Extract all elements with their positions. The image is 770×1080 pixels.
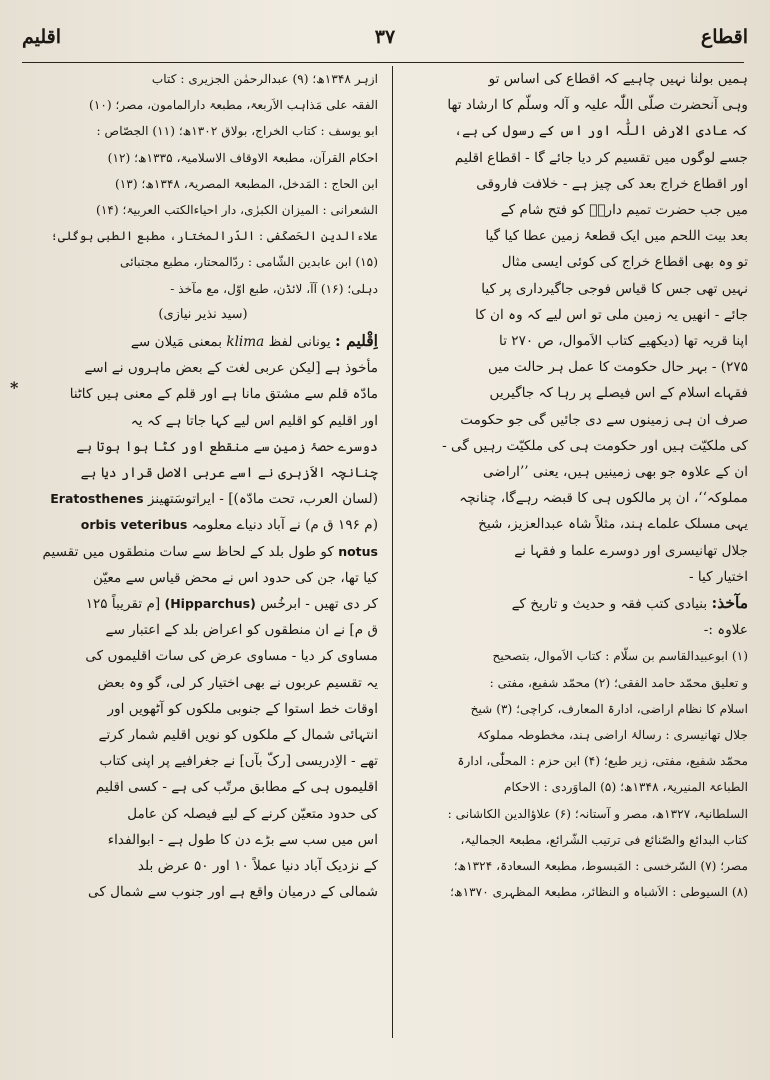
reference-line: جلال تھانیسری : رسالۂ اراضی ہند، مخطوطہ مملوکۂ (476, 728, 748, 743)
text-line: نہیں تھی جس کا قیاس فوجی جاگیرداری پر کیا (481, 280, 748, 297)
text-line (28, 539, 378, 565)
text-line: اقلیموں ہی کے مطابق مرتّب کی ہے - کسی اقلیم (95, 779, 378, 796)
text-line: اس میں سب سے بڑے دن کا طول ہے - ابوالفداء (107, 831, 378, 848)
reference-line: اسلام کا نظام اراضی، ادارۃ المعارف، کراچی؛ (۳) شیخ (470, 701, 748, 716)
text-line: تو وہ بھی اقطاع خراج کی کوئی ایسی مثال (501, 254, 748, 271)
text-line: یہ تقسیم عربوں نے بھی اختیار کر لی، گو وہ بعض (97, 674, 378, 691)
latin-term: klima (226, 334, 265, 351)
entry-intro-2: بمعنی مَیلان سے (130, 334, 223, 351)
text-line: بعد بیت اللحم میں ایک قطعۂ زمین عطا کیا گیا (485, 228, 748, 245)
text-segment: کو طول بلد کے لحاظ سے سات منطقوں میں تقسیم (42, 543, 334, 560)
reference-line: ابن الحاج : المَدخل، المطبعۃ المصریۃ، ۱۳۴۸ھ؛ (۱۳) (114, 176, 378, 191)
text-line: دوسرے حصۂ زمین سے منقطع اور کٹا ہوا ہوتا ہے (76, 438, 378, 455)
text-line: کے نزدیک آباد دنیا عملاً ۱۰ اور ۵۰ عرض بلد (137, 858, 378, 875)
entry-word: اِقْلیم : (335, 331, 378, 351)
entry-intro: یونانی لفظ (268, 334, 331, 351)
text-line: مأخوذ ہے [لیکن عربی لغت کے بعض ماہروں نے اسے (84, 360, 378, 377)
reference-line: (۱۵) ابن عابدین الشّامی : ردّالمحتار، مطبع مجتبائی (120, 255, 378, 270)
reference-line: و تعلیق محمّد حامد الفقی؛ (۲) محمّد شفیع، مفتی : (489, 675, 748, 690)
text-line: ان کے علاوہ جو بھی زمینیں ہیں، یعنی ’’اراضی (482, 464, 748, 481)
text-line: جسے لوگوں میں تقسیم کر دیا جائے گا - اقطاع اقلیم (454, 149, 748, 166)
running-head-right: اقطاع (700, 26, 748, 48)
text-line: کیا تھا، جن کی حدود اس نے محض قیاس سے معیّن (92, 569, 378, 586)
text-line: اور اقطاع خراج بعد کی چیز ہے - خلافت فاروقی (476, 175, 748, 192)
text-segment: (م ۱۹۶ ق م) نے آباد دنیاے معلومہ (191, 517, 378, 534)
text-line: شمالی کے درمیان واقع ہے اور جنوب سے شمال کی (88, 884, 378, 901)
text-line: مملوکہ‘‘، ان پر مالکوں ہی کا قبضہ رہےگا، چنانچہ (459, 490, 748, 507)
sources-heading (393, 590, 748, 617)
page-number: ۳۷ (374, 26, 396, 48)
text-line (28, 512, 378, 538)
text-line: جائے - انھیں یہ زمین ملی تو اس لیے کہ وہ ان کا (475, 306, 748, 323)
text-line: صرف ان ہی زمینوں سے دی جائیں گی جو حکومت (460, 411, 748, 428)
reference-line: ابو یوسف : کتاب الخراج، بولاق ۱۳۰۲ھ؛ (۱۱) الجصّاص : (96, 124, 378, 139)
reference-line: الطباعۃ المنیریۃ، ۱۳۴۸ھ؛ (۵) الماوَردی : الاحکام (503, 780, 748, 795)
reference-line: (۱) ابوعبیدالقاسم بن سلّام : کتاب الاَموال، بتصحیح (492, 649, 748, 664)
references-continued (28, 66, 378, 302)
entry-heading (28, 328, 378, 355)
reference-line: دہلی؛ (۱۶) آآ، لائڈن، طبع اوّل، مع مآخذ - (170, 281, 378, 296)
text-line: کی حدود متعیّن کرنے کے لیے فیصلہ کن عامل (127, 805, 378, 822)
author-signature: (سید نذیر نیازی) (158, 306, 248, 322)
header-rule (22, 62, 744, 63)
reference-line: کتاب البدائع والصّنائع فی ترتیب الشّرائع، مطبعۃ الجمالیۃ، (460, 832, 748, 847)
text-line: کہ عادی الارض اللّٰہ اور اس کے رسول کی ہے، (454, 123, 748, 140)
text-line: میں جب حضرت تمیم داریؓ کو فتح شام کے (500, 202, 748, 219)
latin-term: (Hipparchus) (164, 596, 256, 612)
reference-line: احکام القرآن، مطبعۃ الاوقاف الاسلامیۃ، ۱۳۳۵ھ؛ (۱۲) (107, 150, 378, 165)
text-line: علاوہ :- (703, 622, 748, 639)
text-line: مساوی کر دیا - مساوی عرض کی سات اقلیموں کی (85, 648, 378, 665)
reference-line: مصر؛ (۷) السّرخسی : المَبسوط، مطبعۃ السعادۃ، ۱۳۲۴ھ؛ (453, 859, 748, 874)
margin-asterisk: * (10, 378, 19, 397)
reference-line: الشعرانی : المیزان الکبرٰی، دار احیاءالکتب العربیۃ؛ (۱۴) (96, 203, 378, 218)
text-line: اوقات خط استوا کے جنوبی ملکوں کو آٹھویں اور (107, 700, 378, 717)
text-segment: کر دی تھیں - ابرخُس (260, 596, 378, 613)
latin-term: Eratosthenes (50, 491, 144, 507)
sources-label: مآخذ: (711, 593, 748, 613)
reference-line: ازہر ۱۳۴۸ھ؛ (۹) عبدالرحمٰن الجزیری : کتاب (151, 72, 378, 86)
text-line: ہمیں بولنا نہیں چاہیے کہ اقطاع کی اساس تو (488, 71, 748, 87)
reference-line: الفقہ علی مَذاہب الاَربعۃ، مطبعۃ دارالمامون، مصر؛ (۱۰) (89, 98, 378, 113)
text-line: اختیار کیا - (688, 568, 748, 585)
references-list (393, 643, 748, 905)
text-line: کی ملکیّت ہیں اور حکومت ہی کی ملکیّت رہیں گی - (442, 437, 748, 454)
text-line: تھے - الاِدریسی [رکّ بآں] نے جغرافیے پر اپنی کتاب (99, 753, 378, 770)
text-line (28, 591, 378, 617)
text-line: انتہائی شمال کے ملکوں کو نویں اقلیم شمار کرتے (98, 727, 378, 744)
text-segment: (لسان العرب، تحت مادّہ)] - ایراتوسَتھینز (147, 491, 378, 508)
text-line: وہی آنحضرت صلّی اللّٰہ علیہ و آلہ وسلّم کا ارشاد تھا (447, 97, 748, 114)
text-line: مادّہ قلم سے مشتق مانا ہے اور قلم کے معنی ہیں کاٹنا (69, 386, 378, 403)
text-line: جلال تھانیسری اور دوسرے علما و فقہا نے (514, 542, 748, 559)
latin-term: orbis veteribus (80, 517, 188, 533)
text-line: یہی مسلک علماے ہند، مثلاً شاہ عبدالعزیز، شیخ (478, 516, 748, 533)
latin-term: notus (338, 543, 378, 559)
text-line: ۲۷۵) - بہر حال حکومت کا عمل ہر حالت میں (487, 359, 748, 376)
text-segment: [م تقریباً ۱۲۵ (85, 596, 161, 613)
reference-line: السلطانیۃ، ۱۳۲۷ھ، مصر و آستانہ؛ (۶) علاؤالدین الکاشانی : (447, 806, 748, 821)
running-head-left: اقلیم (22, 26, 62, 48)
text-line: اپنا قریہ تھا (دیکھیے کتاب الاَموال، ص ۲۷۰ تا (499, 333, 748, 350)
reference-line: محمّد شفیع، مفتی، زیر طبع؛ (۴) ابن حزم : المحلّٰی، ادارۃ (457, 754, 748, 769)
text-line: اور اقلیم کو اقلیم اس لیے کہا جاتا ہے کہ یہ (130, 412, 378, 429)
text-line: فقہاے اسلام کے اس فیصلے پر رہا کہ جاگیریں (489, 385, 748, 402)
text-line: چنانچہ الاَزہری نے اسے عربی الاصل قرار دیا ہے (80, 465, 378, 482)
text-line: ق م] نے ان منطقوں کو اعراض بلد کے اعتبار سے (105, 622, 378, 639)
reference-line: (۸) السیوطی : الاَشباہ و النظائر، مطبعۃ المظہری ۱۳۷۰ھ؛ (450, 885, 748, 900)
reference-line: علاءالدین الحَصکَفی : الدّرالمختار، مطبع الطبی ہوگلی؛ (50, 229, 378, 244)
right-column (393, 66, 748, 906)
text-line (28, 486, 378, 512)
page-header (20, 10, 750, 62)
left-column (28, 66, 378, 906)
sources-intro: بنیادی کتب فقہ و حدیث و تاریخ کے (511, 596, 708, 613)
